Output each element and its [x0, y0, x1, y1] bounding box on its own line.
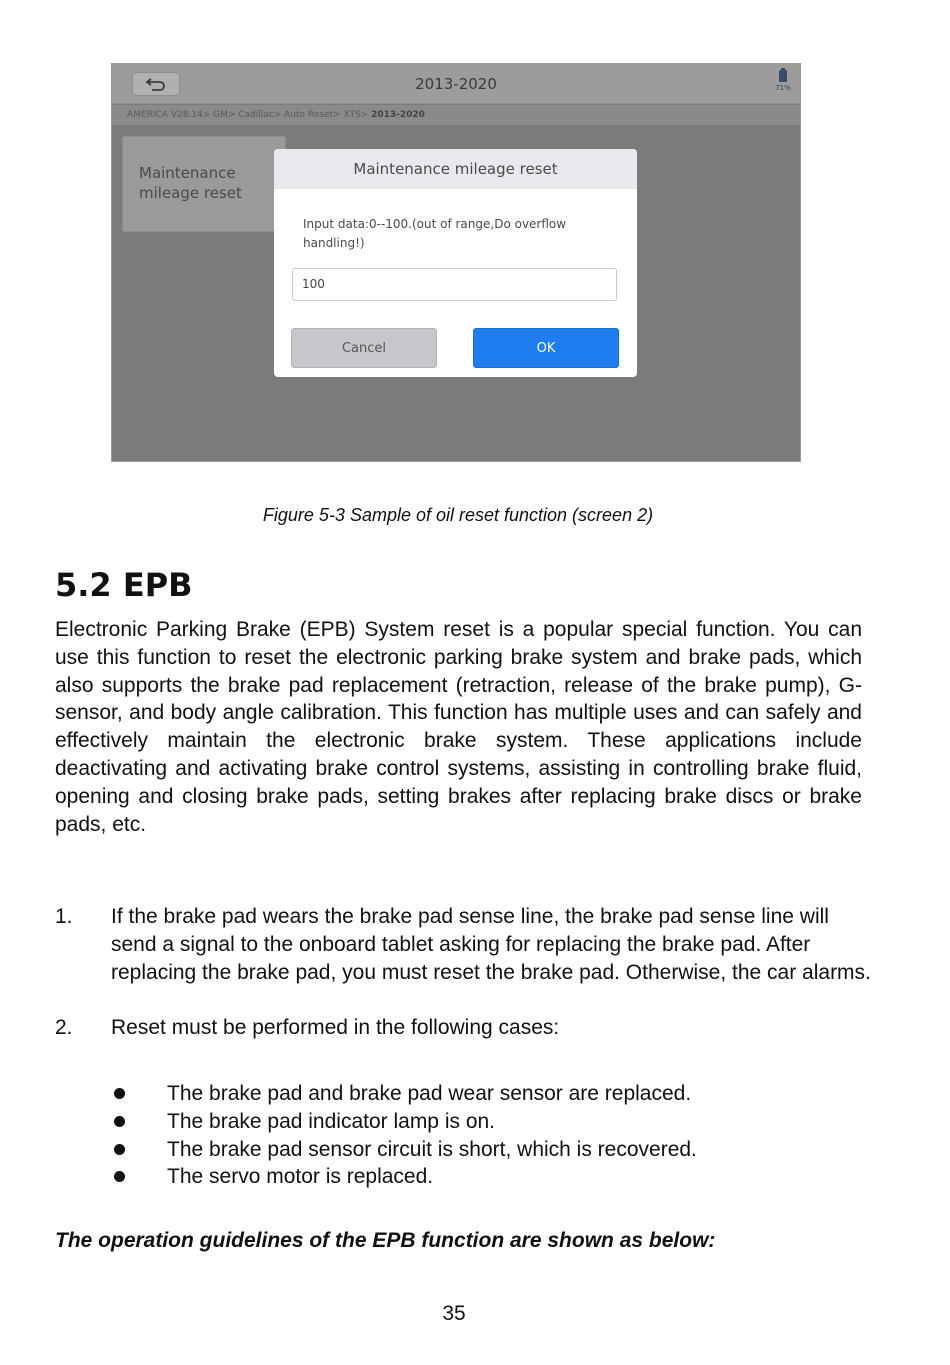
screen-title: 2013-2020 [415, 75, 497, 93]
battery-percent: 71% [775, 84, 791, 92]
dialog-title: Maintenance mileage reset [274, 149, 637, 189]
mileage-input[interactable]: 100 [292, 268, 617, 301]
figure-caption: Figure 5-3 Sample of oil reset function (screen 2) [262, 505, 654, 525]
list-item-text: The brake pad and brake pad wear sensor are replaced. [167, 1082, 692, 1105]
section-heading: 5.2 EPB [55, 566, 193, 604]
list-item [110, 1136, 830, 1164]
numbered-item-number: 2. [55, 1016, 73, 1039]
bullet-icon [114, 1116, 125, 1127]
menu-tile-label-line2: mileage reset [139, 184, 242, 202]
intro-paragraph: Electronic Parking Brake (EPB) System reset is a popular special function. You can use this function to reset the electronic parking brake system and brake pads, which also supports the brake pad replacement (retraction, release of the brake pump), G-sensor, and body angle calibration. This function has multiple uses and can safely and effectively maintain the electronic brake system. These applications include deactivating and activating brake control systems, assisting in controlling brake fluid, opening and closing brake pads, setting brakes after replacing brake discs or brake pads, etc. [55, 618, 862, 836]
mileage-reset-dialog [274, 149, 637, 377]
oil-reset-screenshot [111, 63, 801, 462]
menu-tile-maintenance-mileage-reset[interactable] [122, 136, 286, 232]
bullet-icon [114, 1171, 125, 1182]
list-item-text: The brake pad indicator lamp is on. [167, 1109, 496, 1133]
list-item [110, 1163, 830, 1191]
bullet-icon [114, 1144, 125, 1155]
battery-icon [779, 70, 787, 82]
numbered-item-number: 1. [55, 905, 73, 928]
numbered-item-text: Reset must be performed in the following cases: [111, 1016, 560, 1039]
list-item [110, 1080, 830, 1108]
menu-tile-label-line1: Maintenance [139, 164, 236, 182]
breadcrumb-current: 2013-2020 [371, 110, 425, 120]
page-number: 35 [442, 1302, 466, 1325]
breadcrumb [112, 105, 800, 125]
list-item-text: The servo motor is replaced. [167, 1165, 434, 1189]
list-item-text: The brake pad sensor circuit is short, which is recovered. [167, 1137, 697, 1161]
bullet-icon [114, 1088, 125, 1099]
cancel-button[interactable]: Cancel [291, 328, 437, 368]
list-item [110, 1108, 830, 1136]
bullet-list [110, 1080, 830, 1191]
screen-titlebar [112, 64, 800, 104]
breadcrumb-path: AMERICA V28.14> GM> Cadillac> Auto Reset> XTS> [127, 110, 372, 120]
battery-indicator [772, 70, 794, 98]
numbered-item-text: If the brake pad wears the brake pad sense line, the brake pad sense line will send a signal to the onboard tablet asking for replacing the brake pad. After replacing the brake pad, you must reset the brake pad. Otherwise, the car alarms. [111, 905, 871, 984]
ok-button[interactable]: OK [473, 328, 619, 368]
dialog-message: Input data:0--100.(out of range,Do overflow handling!) [303, 217, 567, 250]
guideline-text: The operation guidelines of the EPB function are shown as below: [55, 1229, 716, 1252]
